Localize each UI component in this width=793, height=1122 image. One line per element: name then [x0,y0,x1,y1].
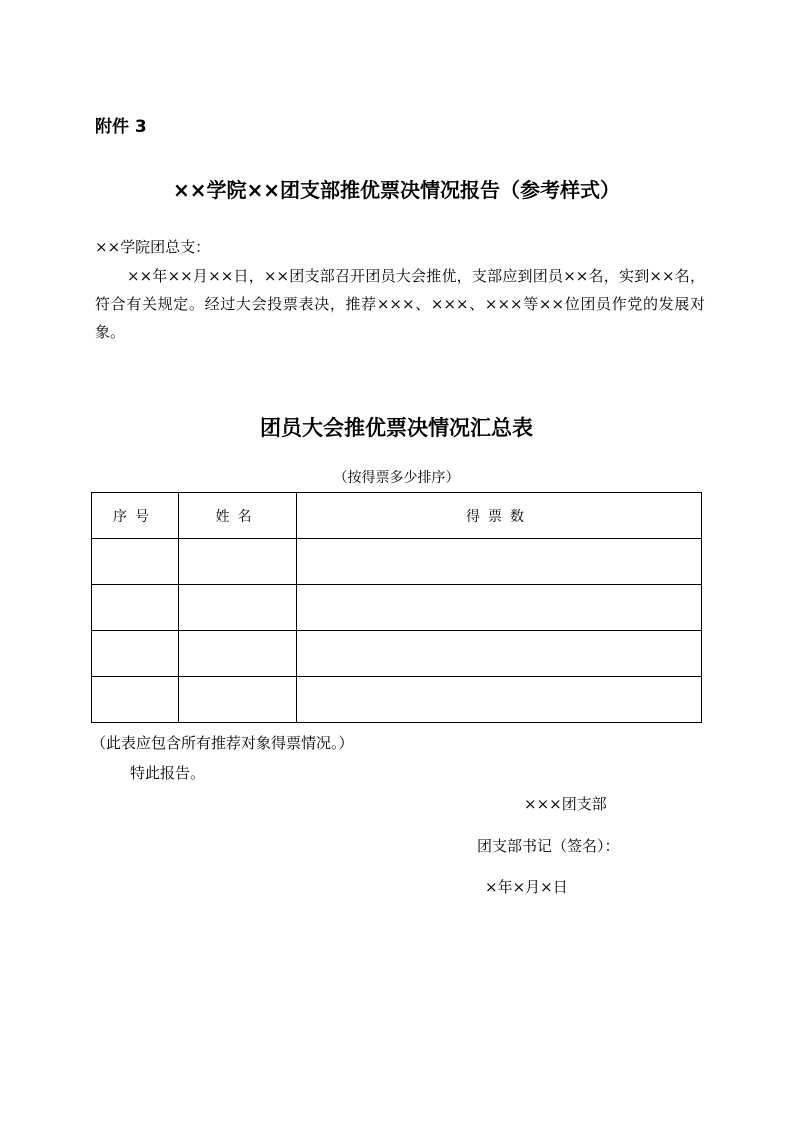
table-title: 团员大会推优票决情况汇总表 [260,416,533,440]
table-header-row [92,493,702,539]
header-serial-number: 序号 [92,493,179,539]
table-row [92,677,702,723]
cell-name [179,539,297,585]
cell-name [179,585,297,631]
cell-vote-count [297,539,702,585]
table-note: （此表应包含所有推荐对象得票情况。） [91,734,354,752]
header-name: 姓名 [179,493,297,539]
table-row [92,585,702,631]
cell-vote-count [297,585,702,631]
table-row [92,539,702,585]
closing-statement: 特此报告。 [130,764,206,782]
cell-serial-number [92,631,179,677]
cell-serial-number [92,585,179,631]
attachment-label: 附件 3 [95,117,147,137]
vote-summary-table [91,492,702,723]
cell-name [179,677,297,723]
cell-serial-number [92,539,179,585]
cell-serial-number [92,677,179,723]
report-title: ××学院××团支部推优票决情况报告（参考样式） [172,178,621,202]
cell-vote-count [297,677,702,723]
table-subtitle: （按得票多少排序） [333,470,460,486]
report-body: ××年××月××日，××团支部召开团员大会推优，支部应到团员××名，实到××名，符合有关规定。经过大会投票表决，推荐×××、×××、×××等××位团员作党的发展对象。 [95,267,705,341]
signature-date: ×年×月×日 [485,878,568,896]
signature-branch: ×××团支部 [524,795,607,813]
table-row [92,631,702,677]
header-vote-count: 得票数 [297,493,702,539]
signature-secretary: 团支部书记（签名）： [477,837,620,855]
cell-name [179,631,297,677]
addressee: ××学院团总支： [95,238,211,256]
cell-vote-count [297,631,702,677]
